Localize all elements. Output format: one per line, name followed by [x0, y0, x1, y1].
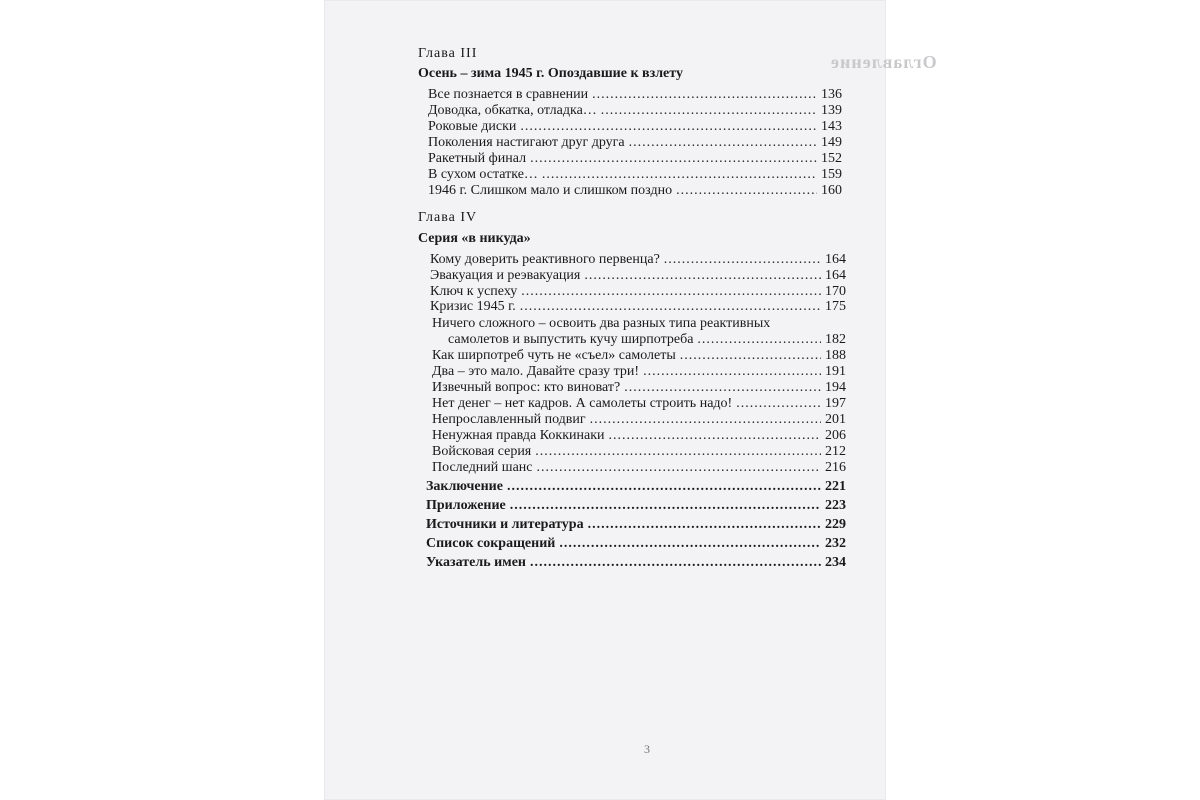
toc-section-appendix[interactable]: Приложение ..... 223 [426, 497, 846, 514]
chapter-4-label: Глава IV [418, 210, 478, 225]
toc-entry[interactable]: Кризис 1945 г. ..... 175 [430, 298, 846, 315]
toc-entry[interactable]: Кому доверить реактивного первенца? ..... 164 [430, 251, 846, 268]
toc-entry[interactable]: Нет денег – нет кадров. А самолеты строить надо! ..... 197 [432, 395, 846, 412]
toc-entry[interactable]: Ненужная правда Коккинаки ..... 206 [432, 427, 846, 444]
bleed-through-heading: Оглавление [830, 52, 937, 72]
chapter-3-title: Осень – зима 1945 г. Опоздавшие к взлету [418, 66, 683, 81]
toc-section-abbreviations[interactable]: Список сокращений ..... 232 [426, 535, 846, 552]
toc-entry[interactable]: 1946 г. Слишком мало и слишком поздно ..... 160 [428, 182, 842, 199]
toc-entry[interactable]: Как ширпотреб чуть не «съел» самолеты ..... 188 [432, 347, 846, 364]
toc-entry[interactable]: Ключ к успеху ..... 170 [430, 283, 846, 300]
toc-entry[interactable]: Поколения настигают друг друга ..... 149 [428, 134, 842, 151]
toc-entry[interactable]: Последний шанс ..... 216 [432, 459, 846, 476]
toc-entry[interactable]: В сухом остатке… ..... 159 [428, 166, 842, 183]
toc-section-sources[interactable]: Источники и литература ..... 229 [426, 516, 846, 533]
toc-entry[interactable]: Извечный вопрос: кто виноват? ..... 194 [432, 379, 846, 396]
toc-section-conclusion[interactable]: Заключение ..... 221 [426, 478, 846, 495]
toc-entry-line1[interactable]: Ничего сложного – освоить два разных типа реактивных [432, 316, 771, 331]
toc-entry[interactable]: Доводка, обкатка, отладка… ..... 139 [428, 102, 842, 119]
toc-entry-line2[interactable]: самолетов и выпустить кучу ширпотреба ..... 182 [448, 331, 846, 348]
toc-entry[interactable]: Эвакуация и реэвакуация ..... 164 [430, 267, 846, 284]
toc-entry[interactable]: Войсковая серия ..... 212 [432, 443, 846, 460]
toc-entry[interactable]: Ракетный финал ..... 152 [428, 150, 842, 167]
toc-entry[interactable]: Роковые диски ..... 143 [428, 118, 842, 135]
page-number: 3 [644, 742, 650, 756]
toc-entry[interactable]: Все познается в сравнении ..... 136 [428, 86, 842, 103]
toc-entry[interactable]: Два – это мало. Давайте сразу три! ..... 191 [432, 363, 846, 380]
chapter-4-title: Серия «в никуда» [418, 231, 531, 246]
toc-section-name-index[interactable]: Указатель имен ..... 234 [426, 554, 846, 571]
chapter-3-label: Глава III [418, 46, 478, 61]
toc-entry[interactable]: Непрославленный подвиг ..... 201 [432, 411, 846, 428]
